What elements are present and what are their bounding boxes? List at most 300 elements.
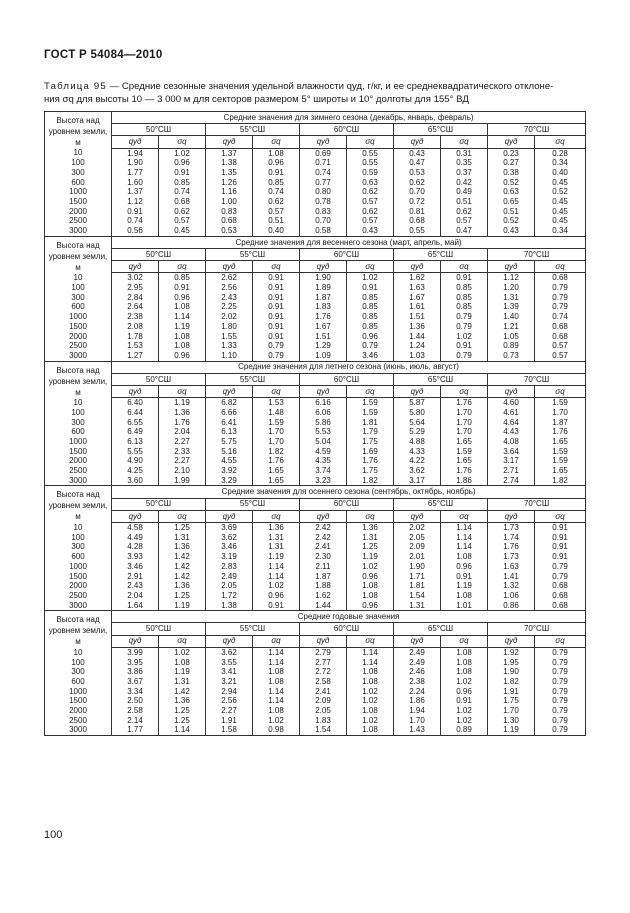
humidity-value-cell: 2.38 xyxy=(112,312,159,322)
deviation-value-cell: 0.79 xyxy=(535,293,586,303)
deviation-value-cell: 1.08 xyxy=(347,706,394,716)
specific-humidity-symbol: qуд xyxy=(300,136,347,148)
humidity-value-cell: 3.95 xyxy=(112,658,159,668)
deviation-value-cell: 0.79 xyxy=(441,322,488,332)
humidity-value-cell: 2.27 xyxy=(206,706,253,716)
deviation-value-cell: 0.57 xyxy=(253,207,300,217)
deviation-value-cell: 1.36 xyxy=(253,522,300,532)
humidity-value-cell: 1.86 xyxy=(394,696,441,706)
std-deviation-symbol: σq xyxy=(253,136,300,148)
deviation-value-cell: 0.34 xyxy=(535,226,586,236)
humidity-value-cell: 1.30 xyxy=(488,716,535,726)
humidity-value-cell: 0.70 xyxy=(300,216,347,226)
deviation-value-cell: 0.55 xyxy=(347,158,394,168)
specific-humidity-symbol: qуд xyxy=(206,385,253,397)
table-row xyxy=(45,216,586,226)
deviation-value-cell: 0.49 xyxy=(441,187,488,197)
height-cell: 1500 xyxy=(45,572,112,582)
humidity-value-cell: 2.84 xyxy=(112,293,159,303)
deviation-value-cell: 1.99 xyxy=(159,476,206,486)
specific-humidity-symbol: qуд xyxy=(488,510,535,522)
deviation-value-cell: 0.62 xyxy=(347,207,394,217)
height-cell: 10 xyxy=(45,398,112,408)
deviation-value-cell: 0.57 xyxy=(441,216,488,226)
humidity-value-cell: 0.81 xyxy=(394,207,441,217)
humidity-value-cell: 1.90 xyxy=(300,273,347,283)
deviation-value-cell: 1.19 xyxy=(159,398,206,408)
humidity-value-cell: 1.91 xyxy=(206,716,253,726)
humidity-value-cell: 3.62 xyxy=(394,466,441,476)
deviation-value-cell: 1.76 xyxy=(441,466,488,476)
humidity-value-cell: 3.55 xyxy=(206,658,253,668)
latitude-header: 55°СШ xyxy=(206,373,300,385)
deviation-value-cell: 0.85 xyxy=(159,273,206,283)
latitude-header: 50°СШ xyxy=(112,498,206,510)
deviation-value-cell: 0.91 xyxy=(159,168,206,178)
deviation-value-cell: 0.68 xyxy=(535,581,586,591)
humidity-value-cell: 1.82 xyxy=(488,677,535,687)
deviation-value-cell: 0.79 xyxy=(535,658,586,668)
deviation-value-cell: 2.27 xyxy=(159,437,206,447)
height-cell: 2500 xyxy=(45,716,112,726)
specific-humidity-symbol: qуд xyxy=(300,261,347,273)
humidity-value-cell: 2.11 xyxy=(300,562,347,572)
deviation-value-cell: 0.40 xyxy=(253,226,300,236)
humidity-value-cell: 1.19 xyxy=(488,725,535,735)
humidity-value-cell: 1.21 xyxy=(488,322,535,332)
deviation-value-cell: 1.08 xyxy=(159,658,206,668)
deviation-value-cell: 0.91 xyxy=(441,696,488,706)
humidity-value-cell: 1.53 xyxy=(112,341,159,351)
humidity-value-cell: 5.87 xyxy=(394,398,441,408)
height-cell: 600 xyxy=(45,302,112,312)
deviation-value-cell: 0.79 xyxy=(535,706,586,716)
humidity-value-cell: 0.83 xyxy=(206,207,253,217)
deviation-value-cell: 1.14 xyxy=(347,647,394,657)
deviation-value-cell: 1.08 xyxy=(347,667,394,677)
deviation-value-cell: 0.68 xyxy=(535,591,586,601)
specific-humidity-symbol: qуд xyxy=(394,261,441,273)
humidity-value-cell: 1.92 xyxy=(488,647,535,657)
height-cell: 100 xyxy=(45,283,112,293)
humidity-value-cell: 2.25 xyxy=(206,302,253,312)
height-cell: 600 xyxy=(45,178,112,188)
specific-humidity-symbol: qуд xyxy=(112,510,159,522)
deviation-value-cell: 0.42 xyxy=(441,178,488,188)
table-row xyxy=(45,341,586,351)
std-deviation-symbol: σq xyxy=(535,136,586,148)
specific-humidity-symbol: qуд xyxy=(206,136,253,148)
humidity-value-cell: 4.35 xyxy=(300,456,347,466)
table-row xyxy=(45,351,586,361)
latitude-header-row xyxy=(45,124,586,136)
table-row xyxy=(45,572,586,582)
humidity-value-cell: 1.61 xyxy=(394,302,441,312)
humidity-value-cell: 1.54 xyxy=(394,591,441,601)
humidity-value-cell: 1.73 xyxy=(488,552,535,562)
height-cell: 2000 xyxy=(45,332,112,342)
humidity-value-cell: 4.58 xyxy=(112,522,159,532)
humidity-value-cell: 1.77 xyxy=(112,168,159,178)
table-row xyxy=(45,178,586,188)
table-row xyxy=(45,427,586,437)
humidity-value-cell: 4.28 xyxy=(112,542,159,552)
section-title: Средние значения для весеннего сезона (март, апрель, май) xyxy=(112,236,586,248)
humidity-value-cell: 2.38 xyxy=(394,677,441,687)
specific-humidity-symbol: qуд xyxy=(206,261,253,273)
humidity-value-cell: 4.59 xyxy=(300,447,347,457)
deviation-value-cell: 0.85 xyxy=(347,322,394,332)
table-row xyxy=(45,533,586,543)
deviation-value-cell: 1.76 xyxy=(441,398,488,408)
humidity-value-cell: 1.37 xyxy=(112,187,159,197)
std-deviation-symbol: σq xyxy=(535,385,586,397)
humidity-value-cell: 5.04 xyxy=(300,437,347,447)
humidity-value-cell: 2.42 xyxy=(300,533,347,543)
deviation-value-cell: 0.68 xyxy=(535,322,586,332)
humidity-value-cell: 1.39 xyxy=(488,302,535,312)
humidity-value-cell: 2.46 xyxy=(394,667,441,677)
humidity-value-cell: 6.49 xyxy=(112,427,159,437)
latitude-header: 50°СШ xyxy=(112,124,206,136)
deviation-value-cell: 1.08 xyxy=(159,302,206,312)
deviation-value-cell: 0.91 xyxy=(253,601,300,611)
deviation-value-cell: 1.08 xyxy=(253,706,300,716)
deviation-value-cell: 1.76 xyxy=(159,418,206,428)
humidity-value-cell: 0.63 xyxy=(488,187,535,197)
deviation-value-cell: 1.02 xyxy=(253,581,300,591)
humidity-value-cell: 2.64 xyxy=(112,302,159,312)
humidity-value-cell: 0.69 xyxy=(300,148,347,158)
deviation-value-cell: 1.14 xyxy=(159,312,206,322)
deviation-value-cell: 0.55 xyxy=(347,148,394,158)
height-cell: 1000 xyxy=(45,687,112,697)
deviation-value-cell: 0.91 xyxy=(441,341,488,351)
deviation-value-cell: 1.19 xyxy=(253,552,300,562)
height-cell: 10 xyxy=(45,273,112,283)
deviation-value-cell: 1.19 xyxy=(159,601,206,611)
specific-humidity-symbol: qуд xyxy=(112,136,159,148)
humidity-value-cell: 0.51 xyxy=(488,207,535,217)
section-title-row xyxy=(45,611,586,623)
humidity-value-cell: 0.89 xyxy=(488,341,535,351)
deviation-value-cell: 1.14 xyxy=(441,533,488,543)
deviation-value-cell: 0.57 xyxy=(347,216,394,226)
deviation-value-cell: 1.70 xyxy=(253,427,300,437)
humidity-value-cell: 5.80 xyxy=(394,408,441,418)
std-deviation-symbol: σq xyxy=(159,385,206,397)
deviation-value-cell: 0.79 xyxy=(535,687,586,697)
deviation-value-cell: 1.36 xyxy=(159,408,206,418)
humidity-value-cell: 3.62 xyxy=(206,533,253,543)
deviation-value-cell: 1.14 xyxy=(253,658,300,668)
table-row xyxy=(45,168,586,178)
latitude-header-row xyxy=(45,498,586,510)
height-column-header: Высота над уровнем земли, м xyxy=(45,112,112,149)
deviation-value-cell: 0.74 xyxy=(159,187,206,197)
height-cell: 600 xyxy=(45,552,112,562)
deviation-value-cell: 1.14 xyxy=(253,562,300,572)
humidity-value-cell: 1.31 xyxy=(488,293,535,303)
table-row xyxy=(45,601,586,611)
deviation-value-cell: 0.79 xyxy=(535,562,586,572)
humidity-value-cell: 4.25 xyxy=(112,466,159,476)
deviation-value-cell: 1.59 xyxy=(441,447,488,457)
document-header: ГОСТ Р 54084—2010 xyxy=(44,49,163,61)
deviation-value-cell: 1.08 xyxy=(441,591,488,601)
specific-humidity-symbol: qуд xyxy=(488,261,535,273)
humidity-value-cell: 1.12 xyxy=(112,197,159,207)
deviation-value-cell: 0.91 xyxy=(253,322,300,332)
humidity-value-cell: 3.34 xyxy=(112,687,159,697)
humidity-value-cell: 2.14 xyxy=(112,716,159,726)
deviation-value-cell: 0.45 xyxy=(535,178,586,188)
deviation-value-cell: 0.79 xyxy=(535,696,586,706)
humidity-value-cell: 1.95 xyxy=(488,658,535,668)
table-row xyxy=(45,408,586,418)
humidity-value-cell: 0.78 xyxy=(300,197,347,207)
table-row xyxy=(45,696,586,706)
humidity-value-cell: 1.75 xyxy=(488,696,535,706)
deviation-value-cell: 2.10 xyxy=(159,466,206,476)
height-cell: 10 xyxy=(45,522,112,532)
humidity-value-cell: 1.76 xyxy=(488,542,535,552)
table-row xyxy=(45,302,586,312)
humidity-value-cell: 1.43 xyxy=(394,725,441,735)
humidity-value-cell: 4.43 xyxy=(488,427,535,437)
deviation-value-cell: 0.40 xyxy=(535,168,586,178)
deviation-value-cell: 0.52 xyxy=(535,187,586,197)
specific-humidity-symbol: qуд xyxy=(394,510,441,522)
deviation-value-cell: 0.91 xyxy=(441,572,488,582)
humidity-value-cell: 0.70 xyxy=(394,187,441,197)
deviation-value-cell: 1.31 xyxy=(159,533,206,543)
humidity-value-cell: 1.24 xyxy=(394,341,441,351)
deviation-value-cell: 0.59 xyxy=(347,168,394,178)
deviation-value-cell: 0.57 xyxy=(535,341,586,351)
humidity-value-cell: 4.55 xyxy=(206,456,253,466)
table-row xyxy=(45,207,586,217)
deviation-value-cell: 0.91 xyxy=(253,332,300,342)
caption-table-number: Таблица 95 xyxy=(44,81,107,92)
table-row xyxy=(45,197,586,207)
deviation-value-cell: 0.91 xyxy=(253,273,300,283)
deviation-value-cell: 1.31 xyxy=(347,533,394,543)
height-cell: 3000 xyxy=(45,725,112,735)
specific-humidity-symbol: qуд xyxy=(394,136,441,148)
latitude-header: 70°СШ xyxy=(488,498,586,510)
humidity-value-cell: 1.26 xyxy=(206,178,253,188)
humidity-value-cell: 1.63 xyxy=(488,562,535,572)
deviation-value-cell: 0.68 xyxy=(535,273,586,283)
deviation-value-cell: 1.48 xyxy=(253,408,300,418)
latitude-header: 70°СШ xyxy=(488,124,586,136)
humidity-value-cell: 1.51 xyxy=(300,332,347,342)
deviation-value-cell: 0.37 xyxy=(441,168,488,178)
std-deviation-symbol: σq xyxy=(347,635,394,647)
humidity-value-cell: 1.12 xyxy=(488,273,535,283)
table-row xyxy=(45,148,586,158)
humidity-value-cell: 0.83 xyxy=(300,207,347,217)
deviation-value-cell: 1.08 xyxy=(441,667,488,677)
table-row xyxy=(45,456,586,466)
section-title-row xyxy=(45,486,586,498)
height-cell: 2500 xyxy=(45,591,112,601)
specific-humidity-symbol: qуд xyxy=(112,261,159,273)
deviation-value-cell: 1.08 xyxy=(441,658,488,668)
deviation-value-cell: 1.59 xyxy=(347,408,394,418)
humidity-value-cell: 1.78 xyxy=(112,332,159,342)
humidity-value-cell: 3.21 xyxy=(206,677,253,687)
table-row xyxy=(45,322,586,332)
deviation-value-cell: 0.96 xyxy=(159,293,206,303)
table-row xyxy=(45,187,586,197)
humidity-value-cell: 1.05 xyxy=(488,332,535,342)
deviation-value-cell: 1.53 xyxy=(253,398,300,408)
humidity-value-cell: 1.03 xyxy=(394,351,441,361)
latitude-header: 70°СШ xyxy=(488,623,586,635)
humidity-value-cell: 2.43 xyxy=(112,581,159,591)
deviation-value-cell: 1.36 xyxy=(159,542,206,552)
deviation-value-cell: 1.36 xyxy=(347,522,394,532)
humidity-value-cell: 1.40 xyxy=(488,312,535,322)
height-cell: 10 xyxy=(45,148,112,158)
humidity-value-cell: 1.77 xyxy=(112,725,159,735)
height-cell: 1000 xyxy=(45,562,112,572)
humidity-value-cell: 1.33 xyxy=(206,341,253,351)
std-deviation-symbol: σq xyxy=(159,510,206,522)
deviation-value-cell: 0.91 xyxy=(253,293,300,303)
humidity-value-cell: 3.60 xyxy=(112,476,159,486)
humidity-value-cell: 0.71 xyxy=(300,158,347,168)
deviation-value-cell: 1.65 xyxy=(253,476,300,486)
deviation-value-cell: 1.65 xyxy=(441,456,488,466)
height-cell: 1500 xyxy=(45,197,112,207)
humidity-value-cell: 6.16 xyxy=(300,398,347,408)
humidity-value-cell: 1.55 xyxy=(206,332,253,342)
humidity-value-cell: 1.62 xyxy=(394,273,441,283)
humidity-value-cell: 6.44 xyxy=(112,408,159,418)
deviation-value-cell: 1.69 xyxy=(347,447,394,457)
humidity-value-cell: 1.74 xyxy=(488,533,535,543)
deviation-value-cell: 1.25 xyxy=(159,706,206,716)
deviation-value-cell: 1.25 xyxy=(159,522,206,532)
latitude-header: 55°СШ xyxy=(206,623,300,635)
deviation-value-cell: 0.96 xyxy=(347,601,394,611)
table-row xyxy=(45,293,586,303)
table-row xyxy=(45,658,586,668)
humidity-value-cell: 3.02 xyxy=(112,273,159,283)
humidity-value-cell: 2.79 xyxy=(300,647,347,657)
height-cell: 100 xyxy=(45,158,112,168)
std-deviation-symbol: σq xyxy=(253,385,300,397)
humidity-value-cell: 1.91 xyxy=(488,687,535,697)
specific-humidity-symbol: qуд xyxy=(206,635,253,647)
humidity-value-cell: 0.86 xyxy=(488,601,535,611)
latitude-header: 65°СШ xyxy=(394,373,488,385)
deviation-value-cell: 0.35 xyxy=(441,158,488,168)
latitude-header: 50°СШ xyxy=(112,623,206,635)
humidity-value-cell: 1.70 xyxy=(394,716,441,726)
humidity-value-cell: 5.53 xyxy=(300,427,347,437)
humidity-value-cell: 2.02 xyxy=(206,312,253,322)
table-row xyxy=(45,398,586,408)
humidity-value-cell: 3.23 xyxy=(300,476,347,486)
deviation-value-cell: 1.02 xyxy=(441,716,488,726)
deviation-value-cell: 0.96 xyxy=(347,572,394,582)
humidity-value-cell: 2.42 xyxy=(300,522,347,532)
table-row xyxy=(45,706,586,716)
humidity-value-cell: 6.13 xyxy=(206,427,253,437)
caption-line-2: ния σq для высоты 10 — 3 000 м для секторов размером 5° широты и 10° долготы для 155° ВД xyxy=(44,94,469,105)
std-deviation-symbol: σq xyxy=(347,385,394,397)
deviation-value-cell: 1.02 xyxy=(441,332,488,342)
humidity-value-cell: 3.46 xyxy=(206,542,253,552)
height-cell: 2000 xyxy=(45,581,112,591)
humidity-value-cell: 1.73 xyxy=(488,522,535,532)
humidity-value-cell: 1.54 xyxy=(300,725,347,735)
deviation-value-cell: 0.79 xyxy=(441,312,488,322)
deviation-value-cell: 1.59 xyxy=(535,447,586,457)
latitude-header: 60°СШ xyxy=(300,124,394,136)
symbol-header-row xyxy=(45,510,586,522)
table-row xyxy=(45,226,586,236)
deviation-value-cell: 0.79 xyxy=(535,716,586,726)
height-cell: 10 xyxy=(45,647,112,657)
deviation-value-cell: 1.02 xyxy=(347,716,394,726)
humidity-value-cell: 5.55 xyxy=(112,447,159,457)
deviation-value-cell: 0.91 xyxy=(535,552,586,562)
section-title-row xyxy=(45,361,586,373)
deviation-value-cell: 1.81 xyxy=(347,418,394,428)
section-title-row xyxy=(45,112,586,124)
latitude-header: 55°СШ xyxy=(206,124,300,136)
latitude-header: 55°СШ xyxy=(206,498,300,510)
humidity-value-cell: 1.10 xyxy=(206,351,253,361)
humidity-value-cell: 1.87 xyxy=(300,572,347,582)
height-cell: 600 xyxy=(45,427,112,437)
deviation-value-cell: 2.04 xyxy=(159,427,206,437)
table-row xyxy=(45,647,586,657)
deviation-value-cell: 1.02 xyxy=(347,273,394,283)
humidity-value-cell: 6.55 xyxy=(112,418,159,428)
humidity-value-cell: 2.94 xyxy=(206,687,253,697)
deviation-value-cell: 0.51 xyxy=(441,197,488,207)
humidity-value-cell: 1.62 xyxy=(300,591,347,601)
humidity-value-cell: 3.74 xyxy=(300,466,347,476)
humidity-value-cell: 0.68 xyxy=(394,216,441,226)
humidity-value-cell: 1.09 xyxy=(300,351,347,361)
deviation-value-cell: 0.51 xyxy=(253,216,300,226)
humidity-value-cell: 5.16 xyxy=(206,447,253,457)
humidity-value-cell: 0.47 xyxy=(394,158,441,168)
deviation-value-cell: 1.02 xyxy=(253,716,300,726)
humidity-value-cell: 3.17 xyxy=(394,476,441,486)
deviation-value-cell: 0.68 xyxy=(535,601,586,611)
humidity-value-cell: 2.05 xyxy=(206,581,253,591)
humidity-value-cell: 6.66 xyxy=(206,408,253,418)
section-title: Средние значения для летнего сезона (июнь, июль, август) xyxy=(112,361,586,373)
deviation-value-cell: 0.91 xyxy=(253,302,300,312)
deviation-value-cell: 1.31 xyxy=(253,542,300,552)
humidity-value-cell: 2.09 xyxy=(300,696,347,706)
deviation-value-cell: 1.75 xyxy=(347,437,394,447)
humidity-value-cell: 0.43 xyxy=(488,226,535,236)
deviation-value-cell: 1.36 xyxy=(159,581,206,591)
height-cell: 1500 xyxy=(45,447,112,457)
deviation-value-cell: 1.76 xyxy=(535,427,586,437)
height-cell: 300 xyxy=(45,168,112,178)
